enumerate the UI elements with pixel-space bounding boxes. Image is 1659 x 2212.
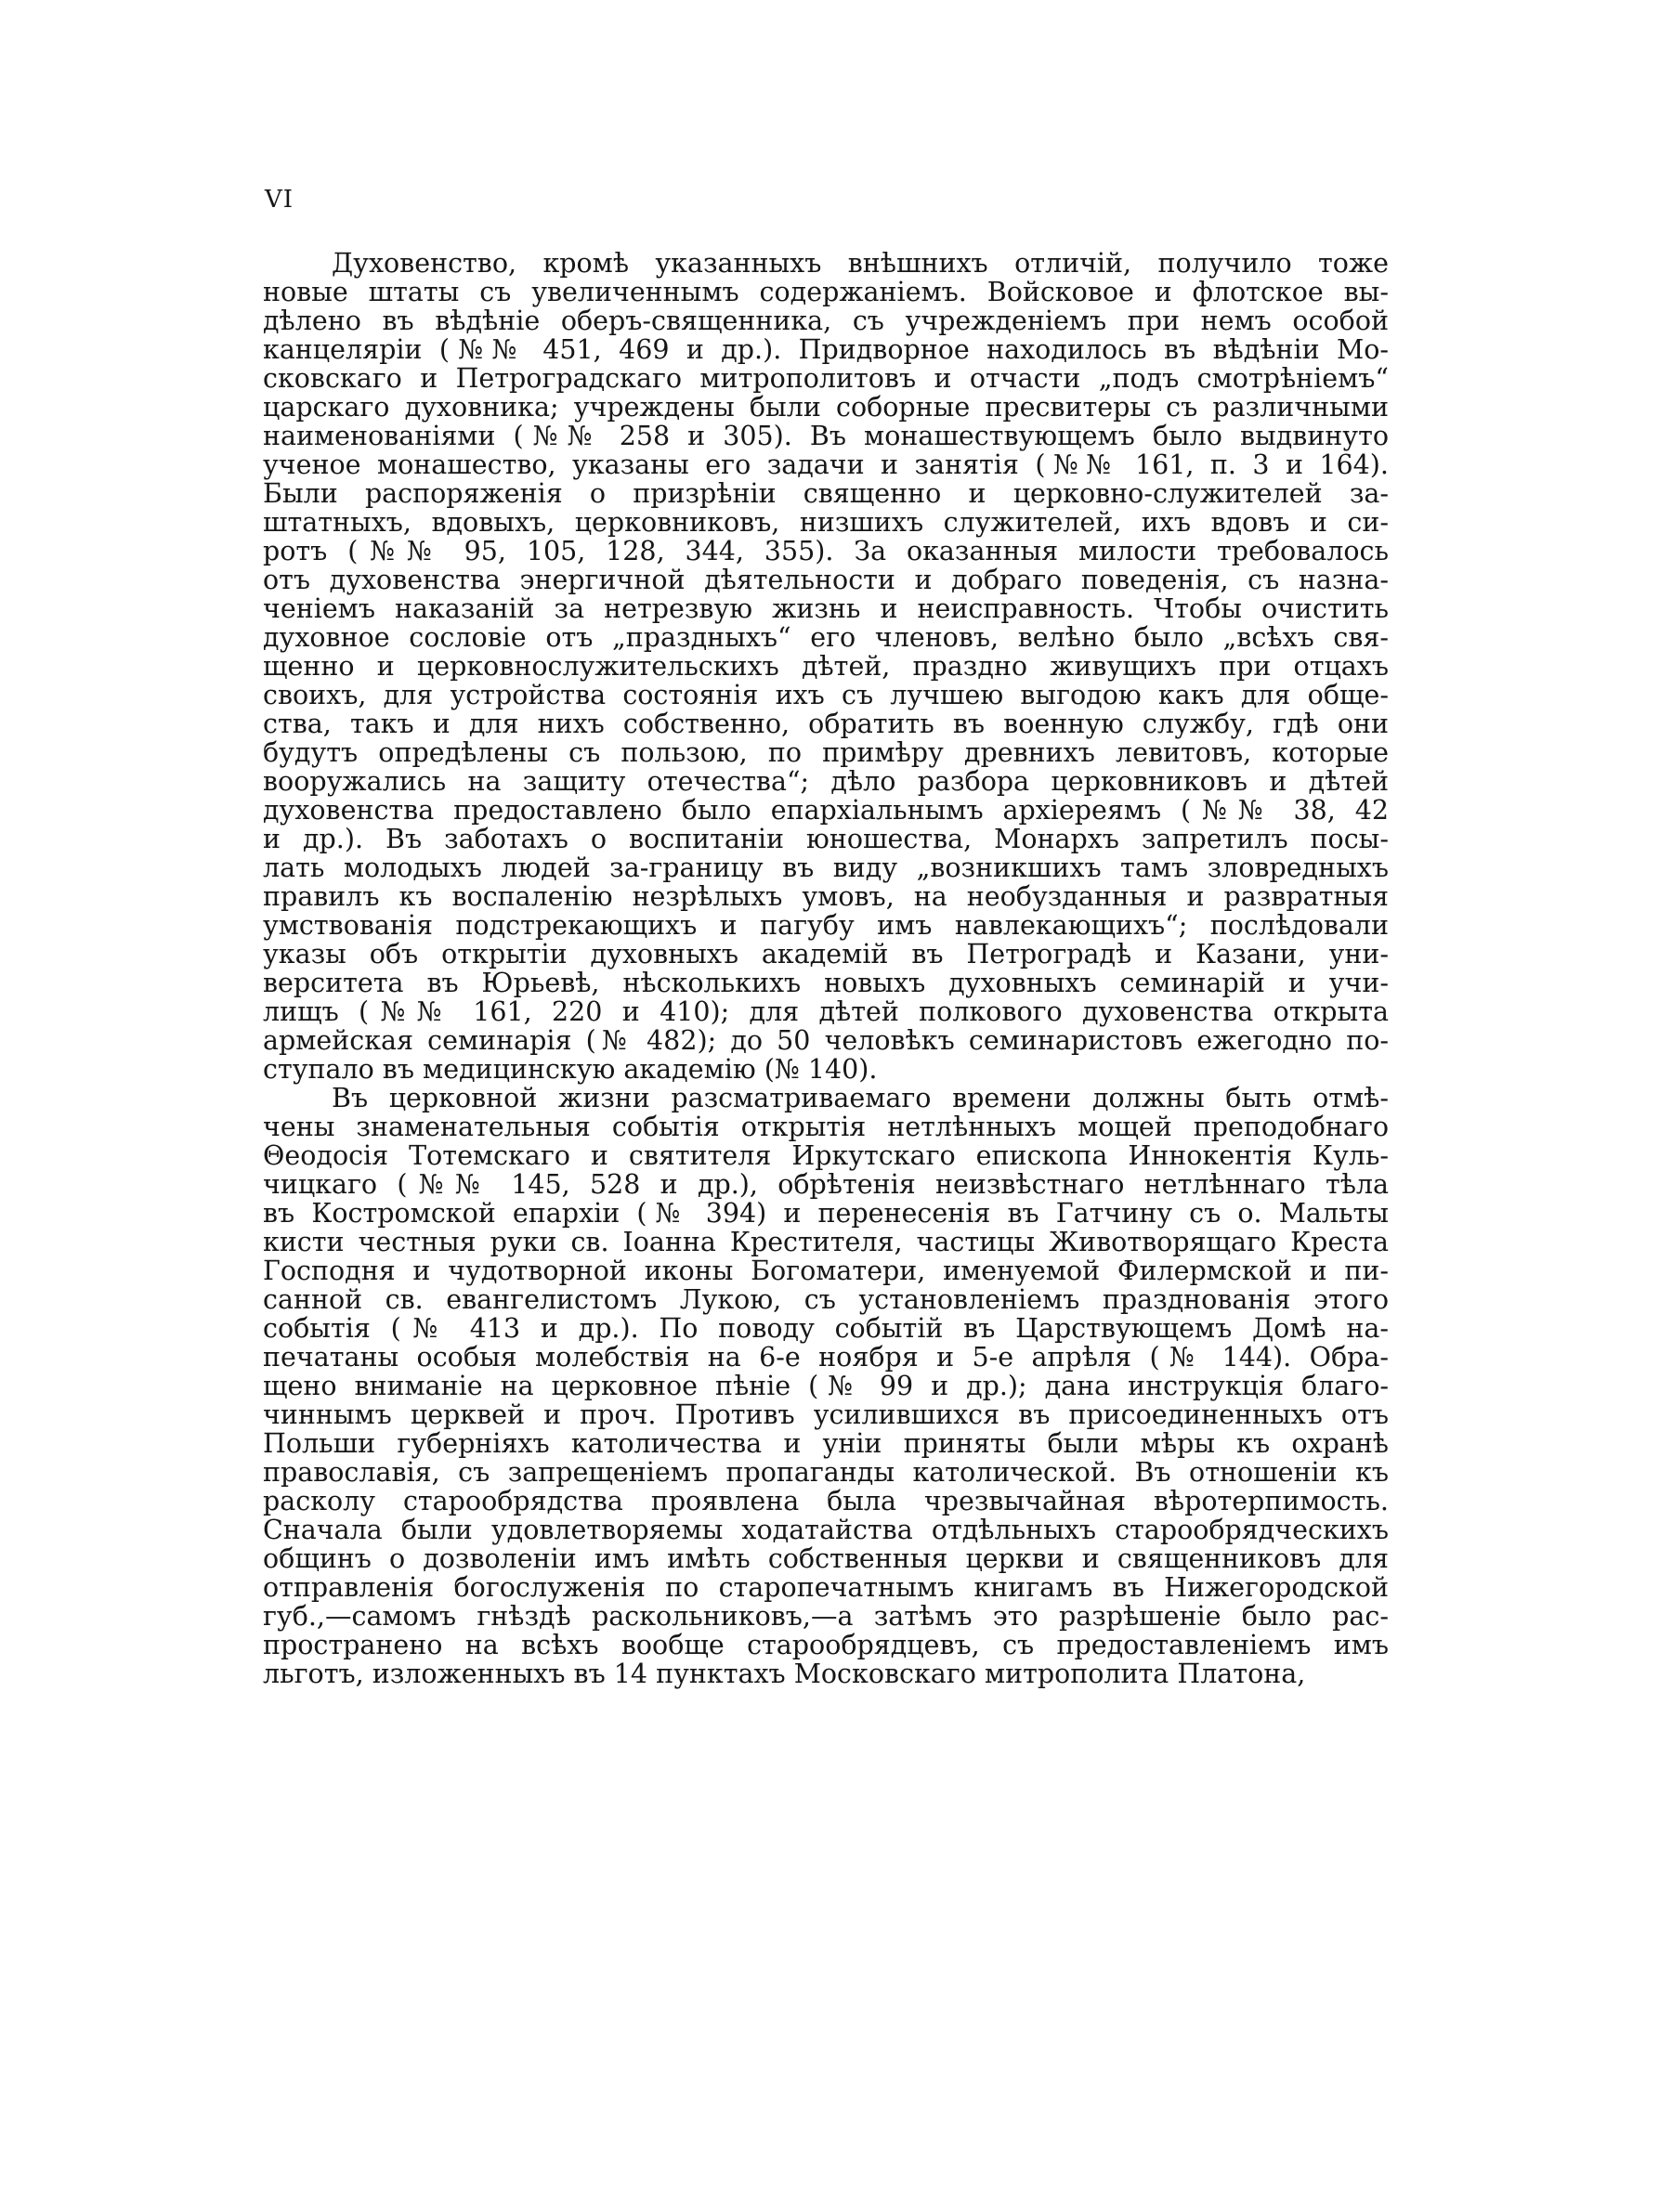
- text-line: чицкаго (№№ 145, 528 и др.), обрѣтенія неизвѣстнаго нетлѣннаго тѣла: [263, 1169, 1389, 1200]
- text-line: Сначала были удовлетворяемы ходатайства отдѣльныхъ старообрядческихъ: [263, 1515, 1389, 1545]
- text-line: льготъ, изложенныхъ въ 14 пунктахъ Московскаго митрополита Платона,: [263, 1659, 1306, 1689]
- text-line: щено вниманіе на церковное пѣніе (№ 99 и др.); дана инструкція благо-: [263, 1371, 1389, 1401]
- text-line: наименованіями (№№ 258 и 305). Въ монашествующемъ было выдвинуто: [263, 421, 1389, 451]
- text-line: кисти честныя руки св. Іоанна Крестителя, частицы Животворящаго Креста: [263, 1227, 1389, 1257]
- text-line: общинъ о дозволеніи имъ имѣть собственныя церкви и священниковъ для: [263, 1543, 1389, 1574]
- text-line: событія (№ 413 и др.). По поводу событій въ Царствующемъ Домѣ на-: [263, 1313, 1389, 1344]
- text-line: правилъ къ воспаленію незрѣлыхъ умовъ, на необузданныя и развратныя: [263, 881, 1389, 912]
- text-line: дѣлено въ вѣдѣніе оберъ-священника, съ учрежденіемъ при немъ особой: [263, 306, 1389, 336]
- text-line: ученое монашество, указаны его задачи и занятія (№№ 161, п. 3 и 164).: [263, 449, 1389, 480]
- text-line: лищъ (№№ 161, 220 и 410); для дѣтей полкового духовенства открыта: [263, 996, 1389, 1027]
- text-line: губ.,—самомъ гнѣздѣ раскольниковъ,—а затѣмъ это разрѣшеніе было рас-: [263, 1601, 1389, 1632]
- text-line: Польши губерніяхъ католичества и уніи приняты были мѣры къ охранѣ: [263, 1428, 1389, 1459]
- text-line: умствованія подстрекающихъ и пагубу имъ навлекающихъ“; послѣдовали: [263, 910, 1389, 941]
- text-line: и др.). Въ заботахъ о воспитаніи юношества, Монархъ запретилъ посы-: [263, 824, 1389, 854]
- text-line: новые штаты съ увеличеннымъ содержаніемъ. Войсковое и флотское вы-: [263, 277, 1389, 307]
- text-line: Господня и чудотворной иконы Богоматери, именуемой Филермской и пи-: [263, 1256, 1389, 1286]
- paragraph-clergy: [263, 249, 1389, 1084]
- text-line: ступало въ медицинскую академію (№ 140).: [263, 1054, 878, 1085]
- text-line: ротъ (№№ 95, 105, 128, 344, 355). За оказанныя милости требовалось: [263, 536, 1389, 566]
- text-line: пространено на всѣхъ вообще старообрядцевъ, съ предоставленіемъ имъ: [263, 1630, 1389, 1660]
- text-line: расколу старообрядства проявлена была чрезвычайная вѣротерпимость.: [263, 1486, 1389, 1516]
- text-line: будутъ опредѣлены съ пользою, по примѣру древнихъ левитовъ, которые: [263, 737, 1389, 768]
- paragraph-church-life: [263, 1084, 1389, 1688]
- text-line: армейская семинарія (№ 482); до 50 человѣкъ семинаристовъ ежегодно по-: [263, 1025, 1389, 1056]
- text-line: Въ церковной жизни разсматриваемаго времени должны быть отмѣ-: [332, 1083, 1389, 1113]
- text-line: Были распоряженія о призрѣніи священно и церковно-служителей за-: [263, 478, 1389, 509]
- text-line: отъ духовенства энергичной дѣятельности и добраго поведенія, съ назна-: [263, 565, 1389, 595]
- page-number: VI: [265, 186, 294, 214]
- text-line: вооружались на защиту отечества“; дѣло разбора церковниковъ и дѣтей: [263, 766, 1389, 797]
- text-line: печатаны особыя молебствія на 6-е ноября и 5-е апрѣля (№ 144). Обра-: [263, 1342, 1389, 1373]
- text-line: сковскаго и Петроградскаго митрополитовъ и отчасти „подъ смотрѣніемъ“: [263, 363, 1389, 394]
- text-line: щенно и церковнослужительскихъ дѣтей, праздно живущихъ при отцахъ: [263, 651, 1389, 682]
- text-line: канцеляріи (№№ 451, 469 и др.). Придворное находилось въ вѣдѣніи Мо-: [263, 334, 1389, 365]
- text-line: Духовенство, кромѣ указанныхъ внѣшнихъ отличій, получило тоже: [332, 248, 1389, 279]
- text-line: указы объ открытіи духовныхъ академій въ Петроградѣ и Казани, уни-: [263, 939, 1389, 969]
- text-line: духовенства предоставлено было епархіальнымъ архіереямъ (№№ 38, 42: [263, 795, 1389, 826]
- text-line: духовное сословіе отъ „праздныхъ“ его членовъ, велѣно было „всѣхъ свя-: [263, 622, 1389, 653]
- text-line: лать молодыхъ людей за-границу въ виду „возникшихъ тамъ зловредныхъ: [263, 852, 1389, 883]
- text-line: верситета въ Юрьевѣ, нѣсколькихъ новыхъ духовныхъ семинарій и учи-: [263, 968, 1389, 998]
- text-line: чены знаменательныя событія открытія нетлѣнныхъ мощей преподобнаго: [263, 1112, 1389, 1142]
- text-line: царскаго духовника; учреждены были соборные пресвитеры съ различными: [263, 392, 1389, 423]
- text-line: Θеодосія Тотемскаго и святителя Иркутскаго епископа Иннокентія Куль-: [263, 1140, 1389, 1171]
- text-line: отправленія богослуженія по старопечатнымъ книгамъ въ Нижегородской: [263, 1572, 1389, 1603]
- text-line: въ Костромской епархіи (№ 394) и перенесенія въ Гатчину съ о. Мальты: [263, 1198, 1389, 1229]
- text-body: [263, 249, 1389, 1688]
- text-line: ства, такъ и для нихъ собственно, обратить въ военную службу, гдѣ они: [263, 709, 1389, 739]
- text-line: ченіемъ наказаній за нетрезвую жизнь и неисправность. Чтобы очистить: [263, 593, 1389, 624]
- text-line: штатныхъ, вдовыхъ, церковниковъ, низшихъ служителей, ихъ вдовъ и си-: [263, 507, 1389, 538]
- text-line: чиннымъ церквей и проч. Противъ усилившихся въ присоединенныхъ отъ: [263, 1399, 1389, 1430]
- text-line: своихъ, для устройства состоянія ихъ съ лучшею выгодою какъ для обще-: [263, 680, 1389, 710]
- text-line: санной св. евангелистомъ Лукою, съ установленіемъ празднованія этого: [263, 1284, 1389, 1315]
- text-line: православія, съ запрещеніемъ пропаганды католической. Въ отношеніи къ: [263, 1457, 1389, 1488]
